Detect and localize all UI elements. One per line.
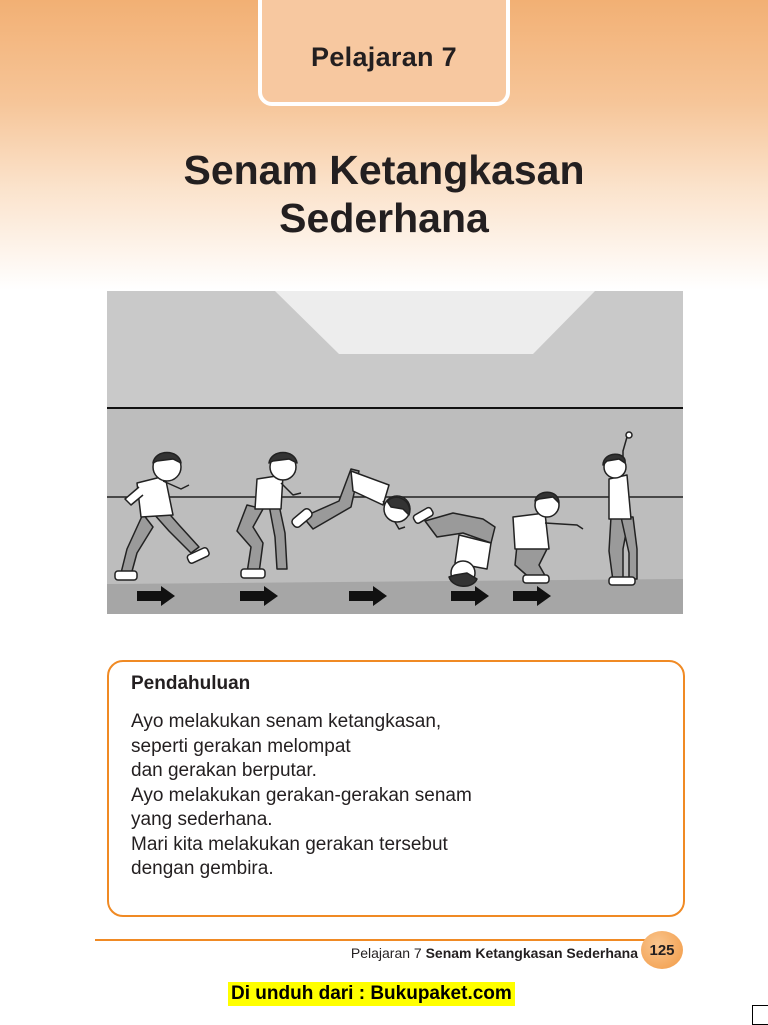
page-number: 125 xyxy=(641,931,683,969)
lesson-tab xyxy=(258,0,510,106)
title-line-1: Senam Ketangkasan xyxy=(183,147,585,193)
floor xyxy=(107,579,683,614)
intro-line: dengan gembira. xyxy=(131,858,274,879)
corner-box xyxy=(752,1005,768,1025)
intro-line: Ayo melakukan senam ketangkasan, xyxy=(131,711,442,732)
footer-lesson-title: Senam Ketangkasan Sederhana xyxy=(425,945,638,961)
title-line-2: Sederhana xyxy=(279,195,489,241)
footer-running-title xyxy=(351,945,638,961)
intro-line: dan gerakan berputar. xyxy=(131,760,317,781)
intro-line: Mari kita melakukan gerakan tersebut xyxy=(131,833,448,855)
download-banner: Di unduh dari : Bukupaket.com xyxy=(228,982,515,1006)
footer-lesson-prefix: Pelajaran 7 xyxy=(350,945,422,961)
intro-heading: Pendahuluan xyxy=(131,673,251,694)
page-title xyxy=(0,146,768,242)
lesson-label: Pelajaran 7 xyxy=(311,41,457,72)
intro-line: yang sederhana. xyxy=(131,809,273,830)
forward-roll-illustration xyxy=(107,291,683,614)
intro-line: Ayo melakukan gerakan-gerakan senam xyxy=(131,784,472,806)
footer-rule xyxy=(95,939,650,941)
intro-line: seperti gerakan melompat xyxy=(131,735,351,757)
intro-box xyxy=(107,660,685,917)
